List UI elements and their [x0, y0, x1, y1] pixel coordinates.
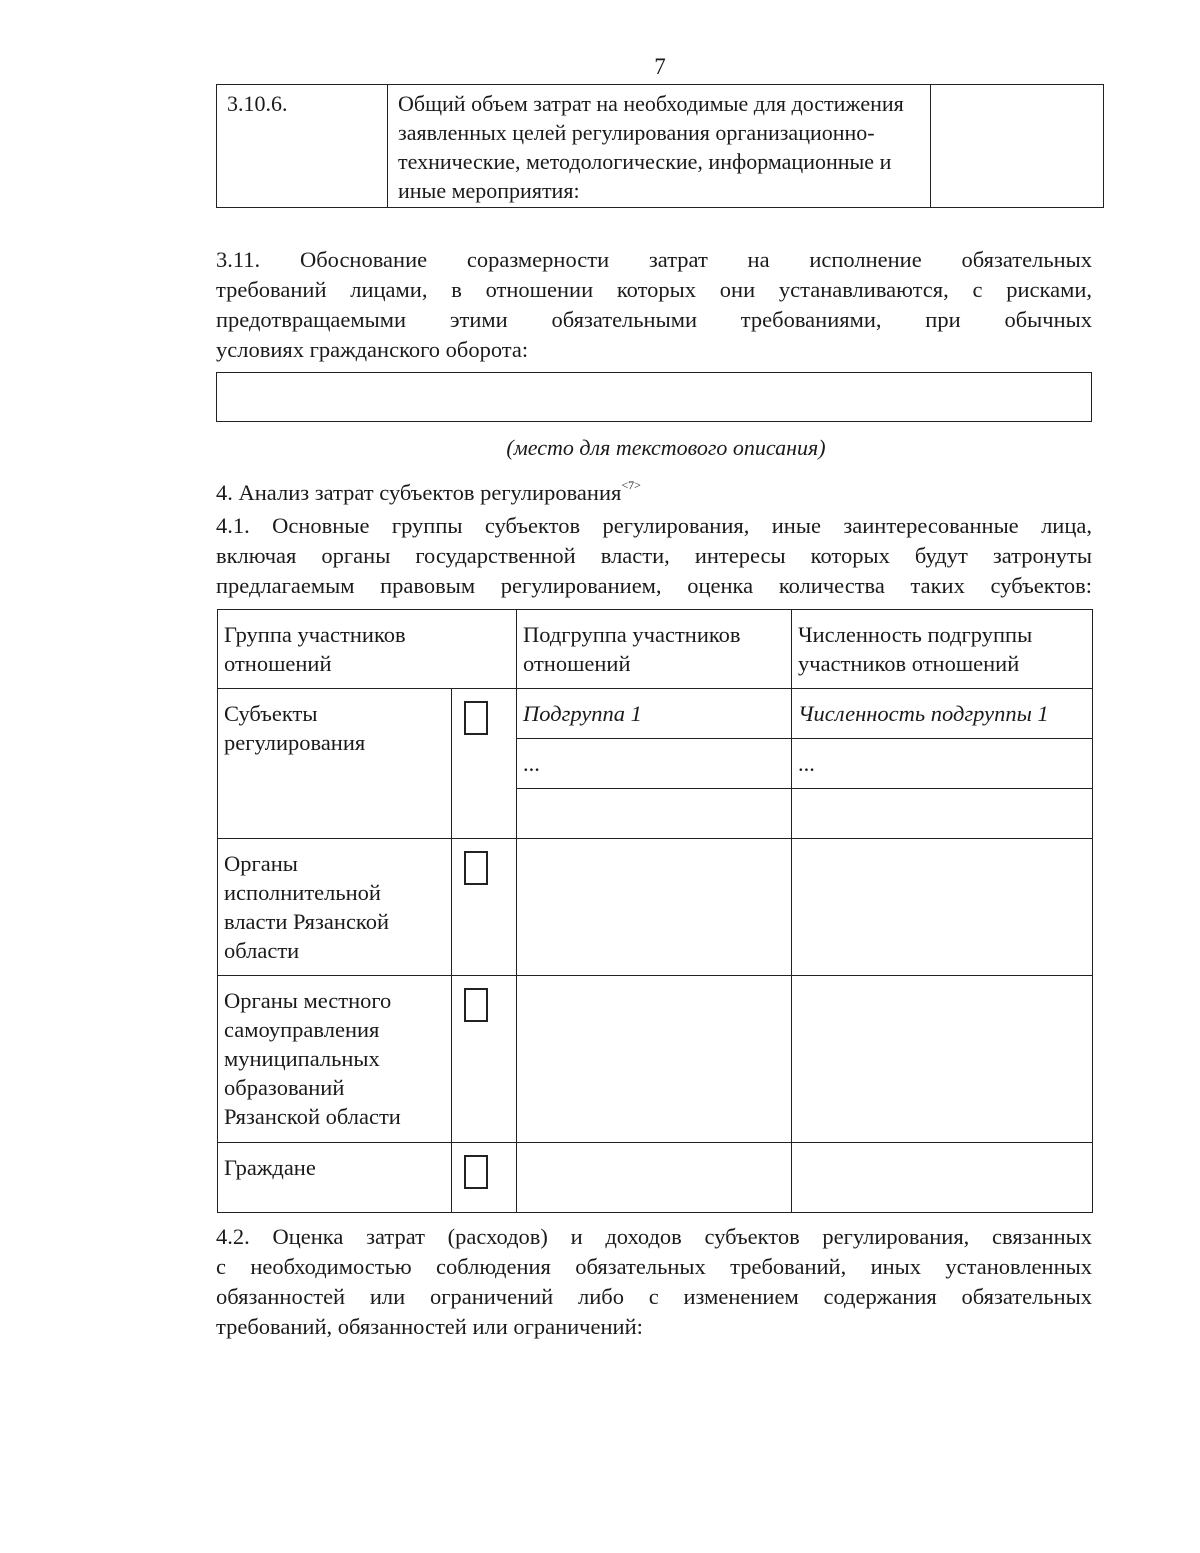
checkbox[interactable]: [464, 988, 488, 1022]
section-4-1: [216, 511, 1092, 601]
count-cell[interactable]: ...: [792, 739, 1093, 789]
count-cell[interactable]: [792, 839, 1093, 976]
header-count: Численность подгруппы участников отношений: [792, 610, 1093, 689]
group-checkbox-cell: [452, 689, 517, 839]
section-4-2: [216, 1222, 1092, 1342]
item-description: Общий объем затрат на необходимые для достижения заявленных целей регулирования организационно-технические, методологические, информационные и иные мероприятия:: [388, 85, 931, 208]
count-cell[interactable]: [792, 789, 1093, 839]
page-number: 7: [654, 54, 666, 79]
header-group: Группа участников отношений: [218, 610, 517, 689]
group-name: Граждане: [218, 1143, 452, 1213]
text-description-box[interactable]: [216, 372, 1092, 422]
section-4-2-line: с необходимостью соблюдения обязательных требований, иных установленных: [216, 1254, 1092, 1279]
table-row: [218, 689, 1093, 739]
section-4-title: 4. Анализ затрат субъектов регулирования: [216, 480, 622, 505]
subgroup-cell[interactable]: ...: [517, 739, 792, 789]
section-4-1-line: включая органы государственной власти, интересы которых будут затронуты: [216, 543, 1092, 568]
group-checkbox-cell: [452, 1143, 517, 1213]
table-header-row: [218, 610, 1093, 689]
section-4-1-line: 4.1. Основные группы субъектов регулирования, иные заинтересованные лица,: [216, 513, 1092, 538]
section-4-2-line: 4.2. Оценка затрат (расходов) и доходов субъектов регулирования, связанных: [216, 1224, 1092, 1249]
section-3-11-line: требований лицами, в отношении которых они устанавливаются, с рисками,: [216, 277, 1092, 302]
footnote-marker: <7>: [621, 478, 641, 492]
text-description-caption: (место для текстового описания): [506, 435, 826, 460]
count-cell[interactable]: [792, 1143, 1093, 1213]
table-row: [218, 1143, 1093, 1213]
group-checkbox-cell: [452, 976, 517, 1143]
section-4-heading: [216, 480, 641, 506]
section-4-2-line: обязанностей или ограничений либо с изменением содержания обязательных: [216, 1284, 1092, 1309]
subgroup-cell[interactable]: [517, 839, 792, 976]
table-row: [218, 839, 1093, 976]
group-name: Органы местного самоуправления муниципальных образований Рязанской области: [218, 976, 452, 1143]
item-number: 3.10.6.: [217, 85, 388, 208]
checkbox[interactable]: [464, 1155, 488, 1189]
count-cell[interactable]: [792, 976, 1093, 1143]
subgroup-cell[interactable]: Подгруппа 1: [517, 689, 792, 739]
section-3-11-line: предотвращаемыми этими обязательными требованиями, при обычных: [216, 307, 1092, 332]
checkbox[interactable]: [464, 851, 488, 885]
group-name: Органы исполнительной власти Рязанской области: [218, 839, 452, 976]
section-3-11: [216, 245, 1092, 365]
costs-table: [216, 84, 1104, 208]
subgroup-cell[interactable]: [517, 789, 792, 839]
subgroup-cell[interactable]: [517, 1143, 792, 1213]
table-row: [217, 85, 1104, 208]
subgroup-cell[interactable]: [517, 976, 792, 1143]
table-row: [218, 976, 1093, 1143]
count-cell[interactable]: Численность подгруппы 1: [792, 689, 1093, 739]
section-4-2-line: требований, обязанностей или ограничений:: [216, 1314, 643, 1339]
section-3-11-line: условиях гражданского оборота:: [216, 337, 529, 362]
header-subgroup: Подгруппа участников отношений: [517, 610, 792, 689]
group-name: Субъекты регулирования: [218, 689, 452, 839]
section-4-1-line: предлагаемым правовым регулированием, оценка количества таких субъектов:: [216, 573, 1092, 598]
participant-groups-table: [217, 609, 1093, 1213]
group-checkbox-cell: [452, 839, 517, 976]
item-value-cell[interactable]: [931, 85, 1104, 208]
checkbox[interactable]: [464, 701, 488, 735]
section-3-11-line: 3.11. Обоснование соразмерности затрат на исполнение обязательных: [216, 247, 1092, 272]
